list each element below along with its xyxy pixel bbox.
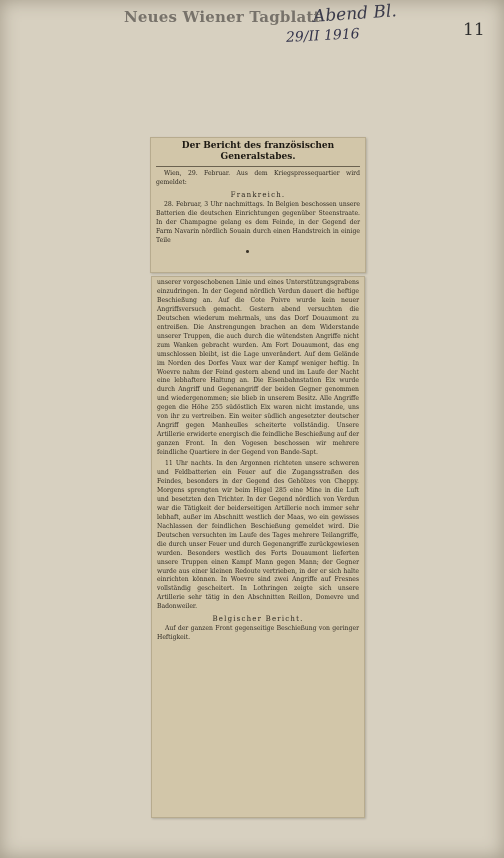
- handwritten-date: 29/II 1916: [285, 26, 361, 46]
- clipping-lower-piece: [151, 276, 365, 818]
- section-heading-belgium: Belgischer Bericht.: [212, 615, 304, 624]
- clipping-upper-piece: [150, 137, 366, 273]
- punch-hole: [246, 250, 249, 253]
- clipping-headline: Der Bericht des französischen Generalstabes.: [156, 141, 360, 167]
- report-paragraph-2: 11 Uhr nachts. In den Argonnen richteten unsere schweren und Feldbatterien ein Feuer auf die Zugangsstraßen des Feindes, besonders in der Gegend des Gehölzes von Cheppy. Morgens sprengten wir beim Hügel 285 eine Mine in die Luft und besetzten den Trichter. In der Gegend nördlich von Verdun war die Tätigkeit der beiderseitigen Artillerie noch immer sehr lebhaft, außer im Abschnitt westlich der Maas, wo ein gewisses Nachlassen der feindlichen Beschießung gemeldet wird. Die Deutschen versuchten im Laufe des Tages mehrere Teilangriffe, die durch unser Feuer und durch Gegenangriffe zurückgewiesen wurden. Besonders westlich des Forts Douaumont lieferten unsere Truppen einen Kampf Mann gegen Mann; der Gegner wurde aus einer kleinen Redoute vertrieben, in der er sich halte einrichten können. In Woevre sind zwei Angriffe auf Fresnes vollständig gescheitert. In Lothringen zeigte sich unsere Artillerie sehr tätig in den Abschnitten Reillon, Domevre und Badonweiler.: [157, 460, 359, 611]
- clipping-dateline: Wien, 29. Februar. Aus dem Kriegspressequartier wird gemeldet:: [156, 170, 360, 186]
- newspaper-source-stamp: Neues Wiener Tagblatt: [124, 8, 321, 26]
- section-heading-france: Frankreich.: [230, 190, 286, 199]
- report-paragraph-3: Auf der ganzen Front gegenseitige Beschießung von geringer Heftigkeit.: [157, 625, 359, 642]
- report-paragraph-1-continued: unserer vorgeschobenen Linie und eines Unterstützungsgrabens einzudringen. In der Gegend nördlich Verdun dauert die heftige Beschießung an. Auf die Cote Poivre wurde kein neuer Angriffsversuch gemacht. Gestern abend versuchten die Deutschen wiederum mehrmals, uns das Dorf Douaumont zu entreißen. Die Anstrengungen brachen an dem Widerstande unserer Truppen, die auch durch die wütendsten Angriffe nicht zum Wanken gebracht wurden. Am Fort Douaumont, das eng umschlossen bleibt, ist die Lage unverändert. Auf dem Gelände im Norden des Dorfes Vaux war der Kampf weniger heftig. In Woevre nahm der Feind gestern abend und im Laufe der Nacht eine lebhaftere Haltung an. Die Eisenbahnstation Eix wurde durch Angriff und Gegenangriff der beiden Gegner genommen und wiedergenommen; sie blieb in unserem Besitz. Alle Angriffe gegen die Höhe 255 südöstlich Eix waren nicht imstande, uns von ihr zu vertreiben. Ein weiter südlich angesetzter deutscher Angriff gegen Manheulles scheiterte vollständig. Unsere Artillerie erwiderte energisch die feindliche Beschießung auf der ganzen Front. In den Vogesen beschossen wir mehrere feindliche Quartiere in der Gegend von Bande-Sapt.: [157, 279, 359, 457]
- handwritten-note: Abend Bl.: [312, 1, 398, 27]
- page-number: 11: [463, 20, 485, 40]
- report-paragraph-1-start: 28. Februar, 3 Uhr nachmittags. In Belgien beschossen unsere Batterien die deutschen Einrichtungen gegenüber Steenstraate. In der Champagne gelang es dem Feinde, in der Gegend der Farm Navarin nördlich Souain durch einen Handstreich in einige Teile: [156, 200, 360, 244]
